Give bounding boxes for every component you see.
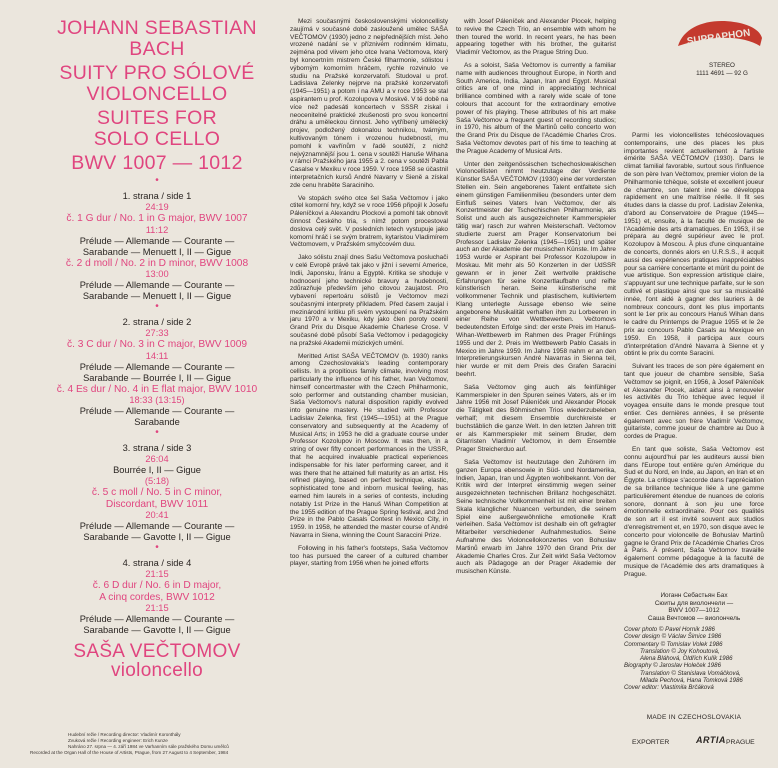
- track-listing-column: [30, 18, 284, 758]
- supraphon-logo: [674, 16, 764, 66]
- russian-line: BWV 1007—1012: [668, 607, 720, 615]
- russian-title: [624, 592, 764, 622]
- paragraph: Mezi současnými československými violoncellisty zaujímá v současné době zaslouženě umělec SAŠA VEČTOMOV (1930) jedno z nejpřednějších míst. Jeho vrozené nadání se v příznivém rodinném klimatu, zejména pod vlivem jeho otce Ivana Večtomova, který byl koncertním mistrem České filharmonie, sólistou i výborným komorním hráčem, rychle rozvinulo ve studiu na Pražské konzervatoři. Studoval u prof. Ladislava Zelenky nejprve na pražské konzervatoři (1945—1951) a potom i na AMU a v roce 1953 se stal aspirantem u prof. Kozolupova v Moskvě. V té době na více než padesáti koncertech v SSSR získal i neocenitelné praktické zkušenosti pro svou koncertní dráhu a uměleckou činnost. Jeho vytříbený umělecký projev, podložený dokonalou technikou, tvárným, kultivovaným tónem i vrozenou hudebností, mu pomohl k vavřínům v řadě soutěží, z nichž nejvýznamnější jsou 1. cena v soutěži Hanuše Wihana v rámci Pražského jara 1955 a 2. cena v soutěži Pabla Casalse v Mexiku v roce 1959. V roce 1958 se účastnil interpretačních kursů André Navarry v Sieně a získal zde cenu hraběte Saraciniho.: [290, 18, 448, 189]
- paragraph: Parmi les violoncellistes tchécoslovaques contemporains, une des places les plus importantes revient actuellement à l'artiste émérite SAŠA VEČTOMOV (1930). Dans le climat familial favorable, surtout sous l'influence de son père Ivan Večtomov, premier violon de la Philharmonie tchèque, soliste et excellent joueur de chambre, son talent inné se développa rapidement en une maîtrise réelle. Il fit ses études dans la classe du prof. Ladislav Zelenka, d'abord au Conservatoire de Prague (1945—1951) et, ensuite, à la faculté de musique de l'Académie des arts dramatiques. En 1953, il se prépara au degré supérieur avec le prof. Kozolupov à Moscou. À plus d'une cinquantaine de concerts, donnés alors en U.R.S.S., il acquit aussi des expériences pratiques inappréciables pour sa carrière concertante et mûrit du point de vue artistique. Son expression artistique claire, s'appuyant sur une technique parfaite, sur le son cultivé et plastique ainsi que sur sa musicalité innée, l'ont aidé à gagner des lauriers à de nombreux concours, dont les plus importants sont le 1er prix au concours Hanuš Wihan dans le cadre du Printemps de Prague 1955 et le 2e prix au concours Pablo Casals au Mexique en 1959. En 1958, il participa aux cours d'interprétation d'André Navarra à Sienne et y obtint le prix du comte Saracini.: [624, 132, 764, 358]
- side-4: [30, 558, 284, 636]
- separator-dot: •: [155, 175, 159, 186]
- russian-line: Сюиты для виолончели —: [654, 599, 734, 607]
- notes-column-english-german: [456, 18, 616, 581]
- paragraph: with Josef Páleníček and Alexander Plocek, helping to revive the Czech Trio, an ensemble with whom he then toured the world. In recent years, he has been appearing together with his brother, the guitarist Vladimír Večtomov, as the Prague String Duo.: [456, 18, 616, 57]
- credit-line: Hudební režie / Recording director: Vladimír Koronthály: [68, 732, 181, 737]
- title-line: SUITY PRO SÓLOVÉ: [59, 62, 255, 84]
- exporter-label: EXPORTER: [632, 739, 670, 746]
- paragraph: Ve stopách svého otce šel Saša Večtomov i jako ctitel komorní hry, když se v roce 1956 připojil k Josefu Páleníčkovi a Alexandru Plockovi a pomohl tak obnovit činnost Českého tria, s nímž potom procestoval doslova celý svět. V posledních letech vystupuje jako komorní hráč i se svým bratrem, kytaristou Vladimírem Večtomovem, v Pražském smyčcovém duu.: [290, 194, 448, 249]
- credit-row: Cover design © Václav Šimice 1986: [624, 633, 722, 641]
- piece-duration: 14:11: [145, 350, 169, 361]
- separator-dot: •: [155, 542, 159, 553]
- title-line: SUITES FOR: [96, 107, 217, 129]
- credit-line: Nahráno 27. srpna — 4. září 1984 ve Varhanním sále pražského Domu umělců: [68, 744, 229, 749]
- separator-dot: •: [155, 427, 159, 438]
- piece-duration: 21:15: [145, 603, 169, 613]
- paragraph: En tant que soliste, Saša Večtomov est connu aujourd'hui par les auditeurs aussi bien dans l'Europe tout entière qu'en Amérique du Sud et du Nord, en Inde, au Japon, en Iran et en Égypte. La critique s'accorde dans l'appréciation de sa brillance technique liée à une gamme particulièrement étendue de nuances de coloris sonore, donnant à son jeu une force émotionnelle extraordinaire. Pour ces qualités de son art il est invité souvent aux studios d'enregistrement et, en 1970, son disque avec le concerto pour violoncelle de Bohuslav Martinů gagne le Grand Prix de l'Académie Charles Cros à Paris. À présent, Saša Večtomov travaille également comme pédagogue à la faculté de musique de l'Académie des arts dramatiques à Prague.: [624, 446, 764, 578]
- movements: Prélude — Allemande — Courante —: [79, 235, 235, 246]
- title-line: JOHANN SEBASTIAN: [57, 17, 257, 39]
- artia-logo: ARTIA: [696, 735, 726, 745]
- piece-duration: 20:41: [145, 510, 169, 520]
- title-line: BWV 1007 — 1012: [71, 152, 243, 174]
- separator-dot: •: [155, 301, 159, 312]
- paragraph: Following in his father's footsteps, Saša Večtomov too has pursued the career of a cultured chamber player, starting from 1956 when he joined efforts: [290, 544, 448, 568]
- side-duration: 27:33: [145, 328, 169, 338]
- album-title: [30, 18, 284, 174]
- side-3: [30, 443, 284, 552]
- city-label: PRAGUE: [726, 739, 755, 746]
- credit-row: Cover editor: Vlastimila Brčáková: [624, 684, 714, 692]
- notes-column-czech-english: [290, 18, 448, 573]
- movements: Prélude — Allemande — Courante —: [79, 406, 235, 416]
- credit-row: Alena Bláhová, Oldřich Kulík 1986: [640, 655, 733, 663]
- catalog-info: [676, 62, 768, 78]
- paragraph: Meritted Artist SAŠA VEČTOMOV (b. 1930) ranks among Czechoslovakia's leading contemporary cellists. In a propitious family climate, involving most particularly the influence of his father, Ivan Večtomov, himself concertmaster with the Czech Philharmonic, solo performer and outstanding chamber musician, Saša Večtomov's natural disposition rapidly evolved into genuine mastery. He studied with Professor Ladislav Zelenka, first (1945—1951) at the Prague conservatory and subsequently at the Academy of Musical Arts; in 1953 he did a graduate course under Professor Kozolupov in Moscow. It was then, in a string of over fifty concert performances in the USSR, that he acquired invaluable practical experiences indispensable for his later performing career, and it was there that he attained full maturity as an artist. His refined playing, based on perfect technique, elastic, sophisticated tone and inborn musical feeling, has earned him laurels in a series of contests, including notably 1st Prize in the Hanuš Wihan Competition at the 1955 edition of the Prague Spring festival, and 2nd Prize in the Pablo Casals Contest in Mexico City, in 1959. In 1958, he attended the master course of André Navarra in Siena, winning the Count Saraccini Prize.: [290, 352, 448, 539]
- side-2: [30, 317, 284, 437]
- side-duration: 26:04: [145, 454, 169, 464]
- piece-title: č. 3 C dur / No. 3 in C major, BWV 1009: [66, 339, 248, 350]
- movements: Sarabande — Menuett I, II — Gigue: [82, 291, 232, 301]
- paragraph: Jako sólistu znají dnes Sašu Večtomova posluchači v celé Evropě právě tak jako v jižní i severní Americe, Indii, Japonsku, Íránu a Egyptě. Kritika se shoduje v hodnocení jeho technické bravury a hudebnosti, zdůrazňuje především jeho citovou zaujatost. Pro vybavení repertoáru sólistů je Večtomov mezi současnými interprety příkladem. Před časem zaujal i mezinárodní kritiku při svém vystoupení na Pražském jaru 1970 a v Mexiku, kdy jako člen poroty ocenil Grand Prix du Disque Akademie Charlese Crose. V současné době působí Saša Večtomov i pedagogicky na pražské Akademii múzických umění.: [290, 254, 448, 347]
- piece-title: č. 2 d moll / No. 2 in D minor, BWV 1008: [65, 257, 249, 269]
- credit-row: Commentary © Tomislav Volek 1986: [624, 640, 723, 648]
- side-duration: 24:19: [145, 202, 169, 212]
- russian-line: Иоганн Себастьян Бах: [660, 592, 728, 599]
- side-1: [30, 191, 284, 311]
- stereo-label: STEREO: [709, 62, 735, 69]
- piece-title: č. 5 c moll / No. 5 in C minor,: [91, 487, 223, 498]
- piece-title: č. 6 D dur / No. 6 in D major,: [92, 580, 222, 591]
- paragraph: Saša Večtomov ging auch als feinfühliger Kammerspieler in den Spuren seines Vaters, als er im Jahre 1956 mit Josef Páleníček und Alexander Plocek die Tätigkeit des Böhmischen Trios wiederzubeleben verhalf; mit diesem Ensemble durchkreiste er buchstäblich die ganze Welt. In den letzten Jahren tritt er als Kammerspieler mit seinem Bruder, dem Gitarristen Vladimír Večtomov, in dem Ensemble Prager Streicherduo auf.: [456, 383, 616, 454]
- piece-duration: 11:12: [145, 224, 169, 235]
- piece-duration: 13:00: [145, 269, 169, 279]
- title-line: BACH: [129, 38, 185, 60]
- piece-subtitle: Discordant, BWV 1011: [105, 498, 209, 510]
- piece-duration: (5:18): [144, 476, 170, 486]
- movements: Prélude — Allemande — Courante —: [79, 280, 235, 290]
- movements: Sarabande — Bourrée I, II — Gigue: [83, 372, 231, 383]
- russian-line: Саша Вечтомов — виолончель: [647, 614, 741, 622]
- movements: Sarabande — Gavotte I, II — Gigue: [83, 625, 231, 635]
- paragraph: Suivant les traces de son père également en tant que joueur de chambre sensible, Saša Večtomov se joignit, en 1956, à Josef Páleníček et Alexander Plocek, aidant ainsi à renouveler les activités du Trio tchèque avec lequel il voyagea ensuite dans le monde presque tout entier. Ces dernières années, il se présente également avec son frère Vladimír Večtomov, guitariste, comme joueur de chambre au Duo à cordes de Prague.: [624, 363, 764, 441]
- performer: [30, 642, 284, 680]
- side-heading: 1. strana / side 1: [122, 191, 192, 201]
- paragraph: Unter den zeitgenössischen tschechoslowakischen Violoncellisten nimmt heutzutage der Verdiente Künstler SAŠA VEČTOMOV (1930) eine der vordersten Stellen ein. Sein angeborenes Talent entfaltete sich einem günstigen Familienmilieu (besonders unter dem Einfluß seines Vaters Ivan Večtomov, der als Konzertmeister der Tschechischen Philharmonie, als Solist und auch als ausgezeichneter Kammerspieler tätig war) rasch zur wahren Meisterschaft. Večtomov studierte zuerst am Prager Konservatorium bei Professor Ladislav Zelenka (1945—1951) und später auch an der Akademie der musischen Künste. Im Jahre 1953 wurde er Aspirant bei Professor Kozolupow in Moskau. Mit mehr als 50 Konzerten in der UdSSR gewann er in jener Zeit wertvolle praktische Erfahrungen für seine Konzertlaufbahn und reifte künstlerisch heran. Seine künstlerische mit vollkommener Technik und plastischem, kultiviertem Klang unterlegte Aussage ebenso wie seine angeborene Musikalität verhalfen ihm zu Lorbeeren in einer Reihe von Wettbewerben. Večtomovs bedeutendsten Erfolge sind: der erste Preis im Hanuš-Wihan-Wettbewerb im Rahmen des Prager Frühlings 1955 und der 2. Preis im Wettbewerb Pablo Casals in Mexico im Jahre 1959. Im Jahre 1958 nahm er an den Interpretierungskursen André Navarras in Sienna teil, hier wurde er mit dem Preis des Grafen Saracini beehrt.: [456, 160, 616, 379]
- movements: Bourrée I, II — Gigue: [113, 465, 201, 475]
- side-heading: 4. strana / side 4: [122, 558, 192, 568]
- recording-credits: [30, 732, 292, 756]
- credit-line: Recorded at the Organ Hall of the House of Artists, Prague, from 27 August to 4 September, 1984: [30, 750, 229, 755]
- credit-row: Biography © Jaroslav Holeček 1986: [624, 662, 721, 670]
- logo-text: SUPRAPHON: [686, 27, 752, 48]
- title-line: VIOLONCELLO: [86, 83, 228, 105]
- exporter-line: [626, 734, 766, 750]
- credit-row: Cover photo © Pavel Hornik 1986: [624, 626, 715, 633]
- side-heading: 3. strana / side 3: [122, 443, 192, 453]
- side-duration: 21:15: [145, 569, 169, 579]
- paragraph: Saša Večtomov ist heutzutage den Zuhörern im ganzen Europa ebensowie in Süd- und Nordamerika, Indien, Japan, Iran und Ägypten wohlbekannt. Von der Kritik wird der Interpret einstimmig wegen seiner ausgezeichneten technischen Brillanz hochgeschätzt. Seine technische Vollkommenheit ist mit einer breiten Skala klanglicher Nuancen verbunden, die seinem Spiel eine außergewöhnliche emotionelle Kraft verleihen. Saša Večtomov ist deshalb ein oft gefragter Mitarbeiter verschiedener Aufnahmestudios. Seine Aufnahme des Violoncellokonzertes von Bohuslav Martinů erwarb im Jahre 1970 den Grand Prix der Akademie Charles Cros. Zur Zeit wirkt Saša Večtomov auch als Pädagoge an der Prager Akademie der musischen Künste.: [456, 459, 616, 576]
- credit-row: Translation © Joy Kohoutová,: [640, 647, 720, 655]
- piece-title: č. 1 G dur / No. 1 in G major, BWV 1007: [66, 213, 248, 224]
- side-heading: 2. strana / side 2: [122, 317, 192, 327]
- title-line: SOLO CELLO: [93, 128, 221, 150]
- credit-line: Zvuková režie / Recording engineer: Erich Kunze: [68, 738, 168, 743]
- performer-role: violoncello: [110, 660, 204, 681]
- credit-row: Translation © Stanislava Vomáčková,: [640, 669, 741, 677]
- piece-duration: 18:33 (13:15): [129, 395, 185, 405]
- performer-name: SAŠA VEČTOMOV: [73, 641, 241, 662]
- cover-credits: [624, 626, 764, 692]
- movements: Sarabande: [134, 417, 180, 427]
- paragraph: As a soloist, Saša Večtomov is currently a familiar name with audiences throughout Europe, in North and South America, India, Japan, Iran and Egypt. Musical critics are of one mind in appreciating technical brilliance combined with a rarely wide scale of tone colours that account for the extraordinary emotive power of his playing. These attributes of his art make Saša Večtomov a frequent guest of recording studios; in 1970, his album of the Martinů cello concerto won the Grand Prix du Disque de l'Académie Charles Cros. Saša Večtomov devotes part of his time to teaching at the Prague Academy of Musical Arts.: [456, 61, 616, 155]
- credit-row: Milada Pechová, Hana Tomková 1986: [640, 677, 743, 685]
- movements: Sarabande — Menuett I, II — Gigue: [82, 246, 232, 257]
- notes-column-french: [624, 132, 764, 584]
- movements: Prélude — Allemande — Courante —: [79, 361, 235, 372]
- piece-title: č. 4 Es dur / No. 4 in E flat major, BWV 1010: [56, 383, 258, 395]
- movements: Sarabande — Gavotte I, II — Gigue: [83, 532, 231, 542]
- movements: Prélude — Allemande — Courante —: [79, 521, 235, 531]
- movements: Prélude — Allemande — Courante —: [79, 614, 235, 624]
- made-in-label: MADE IN CZECHOSLOVAKIA: [646, 714, 742, 721]
- piece-subtitle: A cinq cordes, BWV 1012: [99, 591, 215, 603]
- catalog-number: 1111 4691 — 92 G: [696, 70, 748, 77]
